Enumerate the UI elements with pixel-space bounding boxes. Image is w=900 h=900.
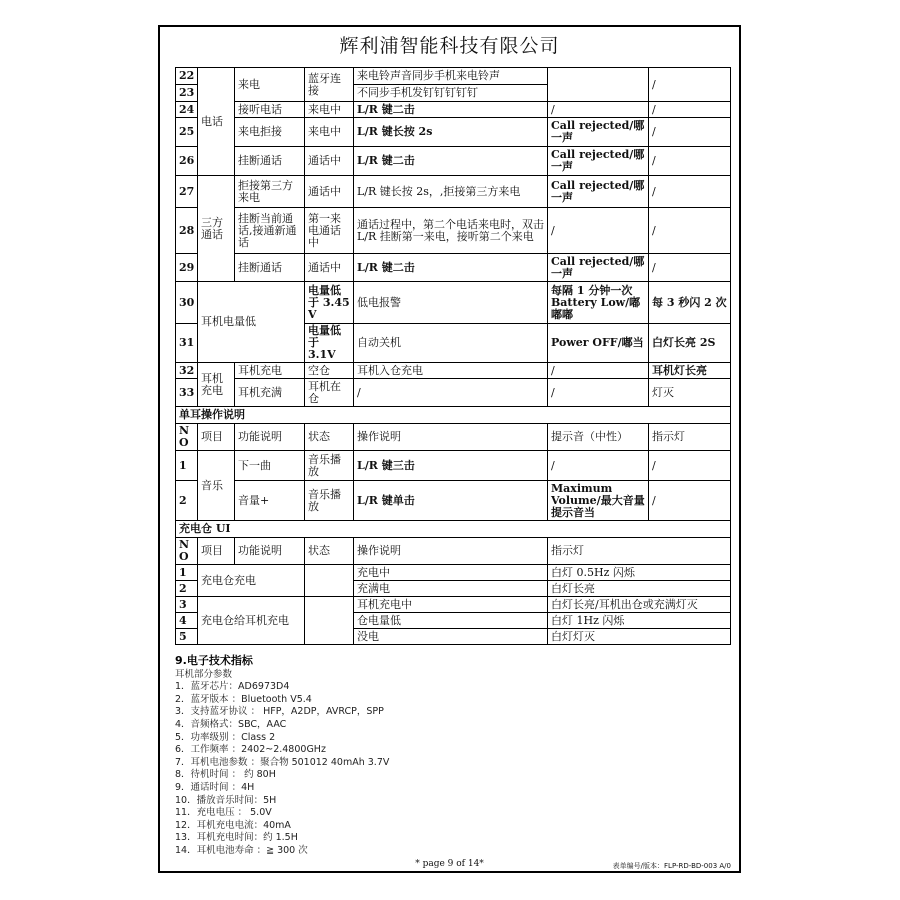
indicator-cell: 白灯长亮 2S <box>649 324 731 363</box>
table-row <box>176 118 731 147</box>
function-cell: 拒接第三方来电 <box>235 176 305 208</box>
table-row <box>176 102 731 118</box>
state-cell: 通话中 <box>305 147 354 176</box>
prompt-cell: Call rejected/哪一声 <box>548 147 649 176</box>
column-header: N O <box>176 538 198 565</box>
column-header: 指示灯 <box>649 424 731 451</box>
row-number: 3 <box>176 597 198 613</box>
row-number: 27 <box>176 176 198 208</box>
operation-cell: L/R 键三击 <box>354 451 548 481</box>
operation-cell: 低电报警 <box>354 282 548 324</box>
operation-cell: 充电中 <box>354 565 548 581</box>
category-cell: 电话 <box>198 68 235 176</box>
section-title: 单耳操作说明 <box>176 407 731 424</box>
company-title: 辉利浦智能科技有限公司 <box>339 35 560 57</box>
page-number: * page 9 of 14* <box>415 859 484 869</box>
state-cell: 来电中 <box>305 102 354 118</box>
operation-cell: 不同步手机发钉钉钉钉钉 <box>354 85 548 102</box>
column-header: 状态 <box>305 424 354 451</box>
function-cell: 下一曲 <box>235 451 305 481</box>
table-row <box>176 176 731 208</box>
row-number: 30 <box>176 282 198 324</box>
operation-cell: 耳机入仓充电 <box>354 363 548 379</box>
indicator-cell: / <box>649 208 731 254</box>
spec-item: 8．待机时间 ： 约 80H <box>175 769 276 781</box>
indicator-cell: / <box>649 68 731 102</box>
table-row <box>176 254 731 282</box>
spec-item: 6．工作频率 ：2402~2.4800GHz <box>175 744 326 756</box>
state-cell: 通话中 <box>305 254 354 282</box>
row-number: 1 <box>176 565 198 581</box>
table-row <box>176 597 731 613</box>
group-cell: 充电仓充电 <box>198 565 305 597</box>
indicator-cell: / <box>649 176 731 208</box>
row-number: 31 <box>176 324 198 363</box>
spec-item: 4．音频格式：SBC，AAC <box>175 718 287 730</box>
indicator-cell: 白灯灯灭 <box>548 629 731 645</box>
indicator-cell: / <box>649 102 731 118</box>
column-header: 功能说明 <box>235 424 305 451</box>
prompt-cell: Power OFF/嘟当 <box>548 324 649 363</box>
spec-item: 2．蓝牙版本 ：Bluetooth V5.4 <box>175 693 312 705</box>
prompt-cell <box>548 68 649 102</box>
prompt-cell: / <box>548 451 649 481</box>
table-row <box>176 565 731 581</box>
operation-cell: / <box>354 379 548 407</box>
table-header-row <box>176 538 731 565</box>
indicator-cell: 耳机灯长亮 <box>649 363 731 379</box>
column-header: 项目 <box>198 538 235 565</box>
indicator-cell: / <box>649 254 731 282</box>
category-cell: 耳机充电 <box>198 363 235 407</box>
operation-cell: L/R 键单击 <box>354 481 548 521</box>
spec-item: 1．蓝牙芯片：AD6973D4 <box>175 681 290 693</box>
prompt-cell: Call rejected/哪一声 <box>548 254 649 282</box>
category-cell: 三方通话 <box>198 176 235 282</box>
function-cell: 耳机充满 <box>235 379 305 407</box>
operation-cell: 充满电 <box>354 581 548 597</box>
spec-item: 14．耳机电池寿命 ：≧ 300 次 <box>175 844 308 856</box>
prompt-cell: / <box>548 363 649 379</box>
column-header: 项目 <box>198 424 235 451</box>
table-row <box>176 363 731 379</box>
state-cell: 蓝牙连接 <box>305 68 354 102</box>
row-number: 26 <box>176 147 198 176</box>
function-cell: 挂断通话 <box>235 147 305 176</box>
row-number: 25 <box>176 118 198 147</box>
operation-cell: L/R 键二击 <box>354 147 548 176</box>
row-number: 32 <box>176 363 198 379</box>
spec-item: 10．播放音乐时间：5H <box>175 794 277 806</box>
section-title-row <box>176 521 731 538</box>
table-row <box>176 379 731 407</box>
row-number: 24 <box>176 102 198 118</box>
indicator-cell: 每 3 秒闪 2 次 <box>649 282 731 324</box>
table-row <box>176 451 731 481</box>
tech-spec-section <box>175 655 575 858</box>
spec-item: 9．通话时间 ：4H <box>175 781 255 793</box>
function-cell: 挂断当前通话,接通新通话 <box>235 208 305 254</box>
operation-cell: L/R 键二击 <box>354 102 548 118</box>
indicator-cell: 白灯长亮 <box>548 581 731 597</box>
section-title: 充电仓 UI <box>176 521 731 538</box>
table-row <box>176 208 731 254</box>
spec-item: 13．耳机充电时间：约 1.5H <box>175 832 298 844</box>
column-header: N O <box>176 424 198 451</box>
spec-item: 3．支持蓝牙协议 ： HFP，A2DP，AVRCP，SPP <box>175 706 384 718</box>
spec-table <box>175 67 731 645</box>
function-cell: 音量+ <box>235 481 305 521</box>
operation-cell: 仓电量低 <box>354 613 548 629</box>
table-row <box>176 68 731 85</box>
state-cell: 空仓 <box>305 363 354 379</box>
state-cell: 音乐播放 <box>305 451 354 481</box>
function-cell: 来电拒接 <box>235 118 305 147</box>
state-cell <box>305 597 354 645</box>
row-number: 29 <box>176 254 198 282</box>
prompt-cell: Maximum Volume/最大音量提示音当 <box>548 481 649 521</box>
table-row <box>176 481 731 521</box>
column-header: 状态 <box>305 538 354 565</box>
indicator-cell: / <box>649 118 731 147</box>
spec-item: 7．耳机电池参数 ：聚合物 501012 40mAh 3.7V <box>175 756 390 768</box>
operation-cell: 来电铃声音同步手机来电铃声 <box>354 68 548 85</box>
table-row <box>176 147 731 176</box>
row-number: 1 <box>176 451 198 481</box>
indicator-cell: 白灯 1Hz 闪烁 <box>548 613 731 629</box>
prompt-cell: / <box>548 208 649 254</box>
row-number: 22 <box>176 68 198 85</box>
prompt-cell: / <box>548 379 649 407</box>
indicator-cell: / <box>649 147 731 176</box>
column-header: 操作说明 <box>354 424 548 451</box>
row-number: 28 <box>176 208 198 254</box>
table-header-row <box>176 424 731 451</box>
prompt-cell: / <box>548 102 649 118</box>
column-header: 提示音（中性） <box>548 424 649 451</box>
category-cell: 音乐 <box>198 451 235 521</box>
row-number: 4 <box>176 613 198 629</box>
function-cell: 耳机充电 <box>235 363 305 379</box>
spec-item: 11．充电电压 ： 5.0V <box>175 807 272 819</box>
operation-cell: L/R 键二击 <box>354 254 548 282</box>
state-cell: 来电中 <box>305 118 354 147</box>
row-number: 5 <box>176 629 198 645</box>
page-frame <box>158 25 741 873</box>
state-cell: 第一来电通话中 <box>305 208 354 254</box>
column-header: 操作说明 <box>354 538 548 565</box>
section-subheading: 耳机部分参数 <box>175 668 233 680</box>
column-header: 指示灯 <box>548 538 731 565</box>
operation-cell: L/R 键长按 2s，,拒接第三方来电 <box>354 176 548 208</box>
state-cell: 音乐播放 <box>305 481 354 521</box>
row-number: 2 <box>176 581 198 597</box>
spec-item: 5．功率级别 ：Class 2 <box>175 731 276 743</box>
state-cell: 电量低于 3.45 V <box>305 282 354 324</box>
prompt-cell: 每隔 1 分钟一次 Battery Low/嘟嘟嘟 <box>548 282 649 324</box>
section-heading: 9.电子技术指标 <box>175 654 253 667</box>
form-code: 表单编号/版本：FLP-RD-BD-003 A/0 <box>612 862 731 870</box>
indicator-cell: / <box>649 451 731 481</box>
indicator-cell: 白灯 0.5Hz 闪烁 <box>548 565 731 581</box>
spec-item: 12．耳机充电电流：40mA <box>175 819 291 831</box>
operation-cell: 耳机充电中 <box>354 597 548 613</box>
prompt-cell: Call rejected/哪一声 <box>548 176 649 208</box>
operation-cell: 自动关机 <box>354 324 548 363</box>
row-number: 23 <box>176 85 198 102</box>
state-cell <box>305 565 354 597</box>
row-number: 2 <box>176 481 198 521</box>
operation-cell: L/R 键长按 2s <box>354 118 548 147</box>
state-cell: 通话中 <box>305 176 354 208</box>
state-cell: 耳机在仓 <box>305 379 354 407</box>
function-cell: 来电 <box>235 68 305 102</box>
function-cell: 挂断通话 <box>235 254 305 282</box>
table-row <box>176 282 731 324</box>
operation-cell: 通话过程中，第二个电话来电时，双击 L/R 挂断第一来电，接听第二个来电 <box>354 208 548 254</box>
row-number: 33 <box>176 379 198 407</box>
prompt-cell: Call rejected/哪一声 <box>548 118 649 147</box>
indicator-cell: 白灯长亮/耳机出仓或充满灯灭 <box>548 597 731 613</box>
column-header: 功能说明 <box>235 538 305 565</box>
operation-cell: 没电 <box>354 629 548 645</box>
indicator-cell: / <box>649 481 731 521</box>
indicator-cell: 灯灭 <box>649 379 731 407</box>
state-cell: 电量低于 3.1V <box>305 324 354 363</box>
group-cell: 充电仓给耳机充电 <box>198 597 305 645</box>
category-cell: 耳机电量低 <box>198 282 305 363</box>
section-title-row <box>176 407 731 424</box>
function-cell: 接听电话 <box>235 102 305 118</box>
